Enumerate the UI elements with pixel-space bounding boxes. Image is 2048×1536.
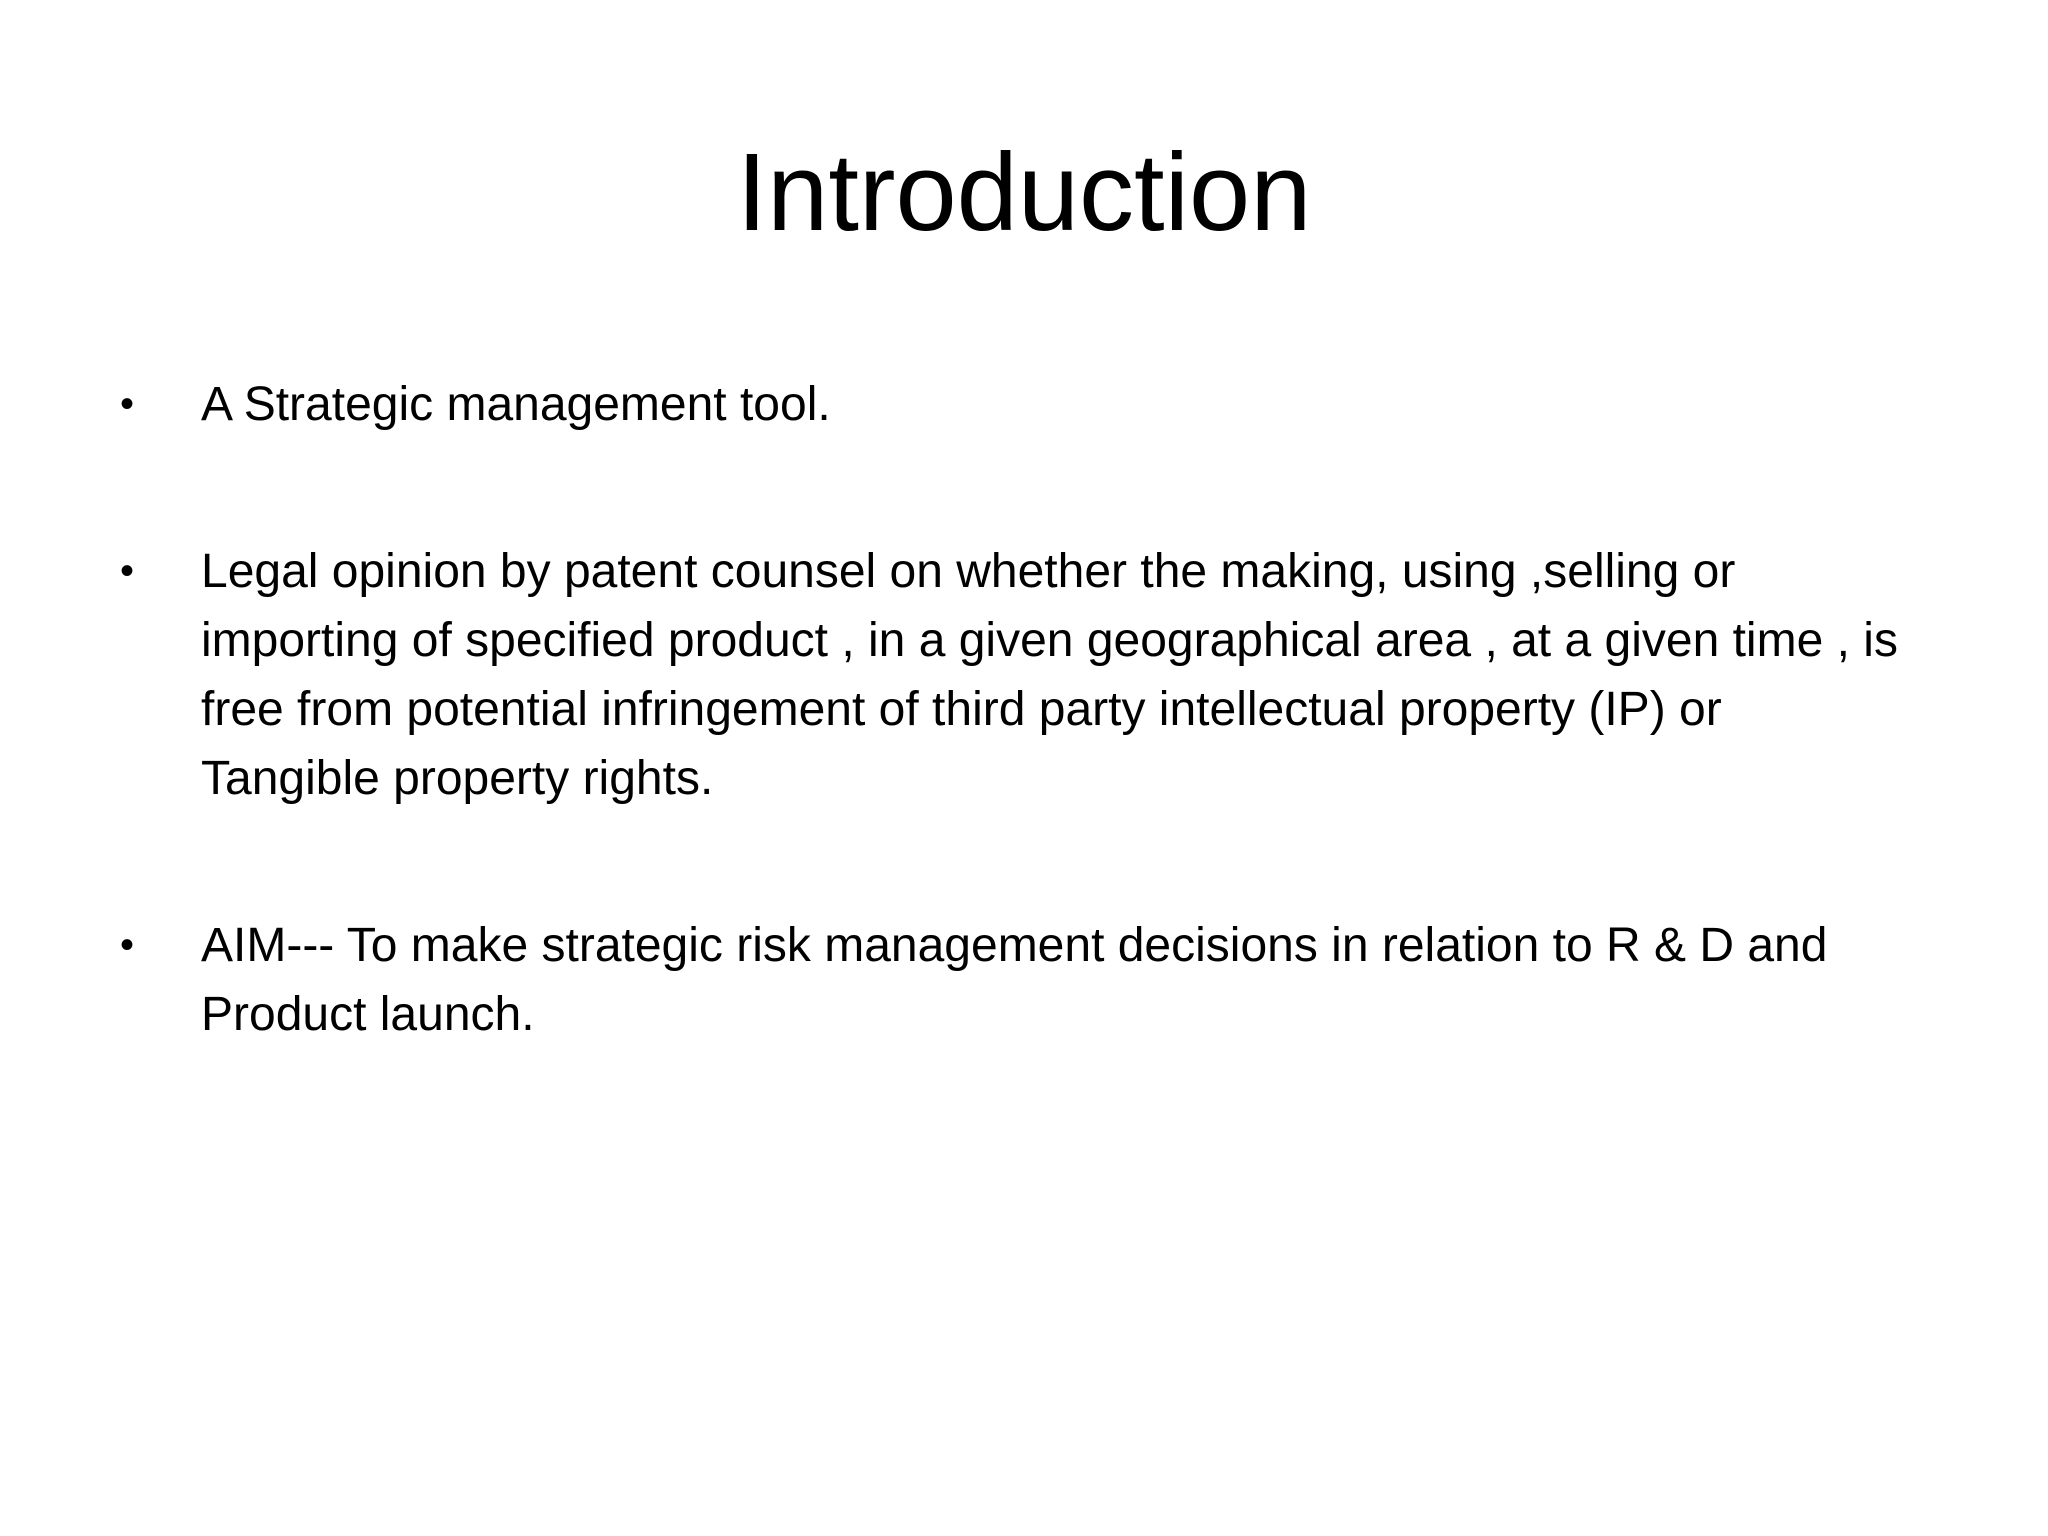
bullet-text: Legal opinion by patent counsel on whether the making, using ,selling or importing of specified product , in a given geographical area , at a given time , is free from potential infringement of third party intellectual property (IP) or Tangible property rights. [201, 545, 1898, 805]
bullet-item-1 [120, 370, 1920, 439]
bullet-item-2 [120, 537, 1920, 813]
bullet-list [120, 370, 1920, 1147]
bullet-text: AIM--- To make strategic risk management decisions in relation to R & D and Product launch. [201, 919, 1828, 1041]
bullet-icon: • [120, 923, 135, 967]
slide-title: Introduction [736, 131, 1312, 254]
bullet-text: A Strategic management tool. [201, 378, 831, 431]
bullet-icon: • [120, 382, 135, 426]
bullet-item-3 [120, 911, 1920, 1049]
bullet-icon: • [120, 549, 135, 593]
